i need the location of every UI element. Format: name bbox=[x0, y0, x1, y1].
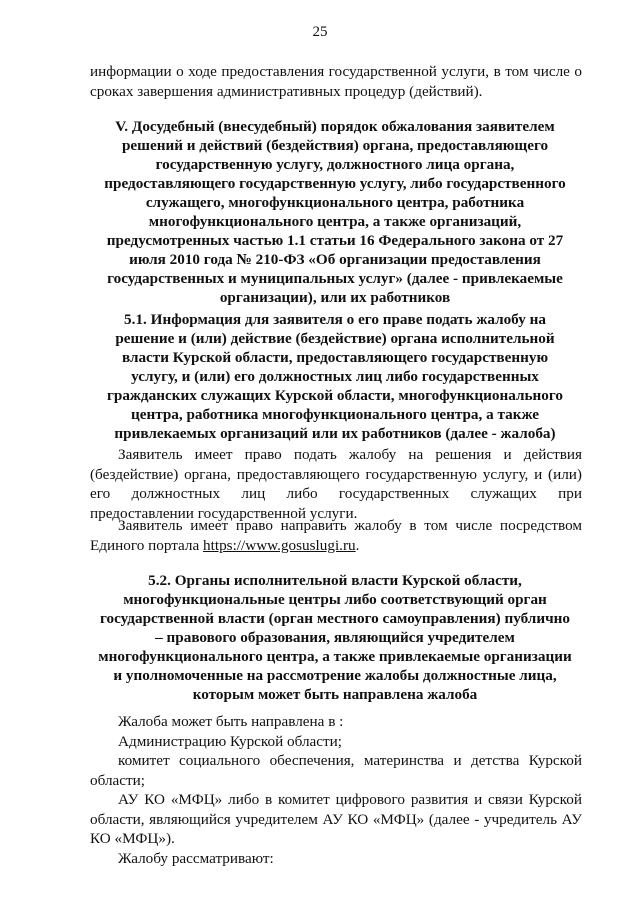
section-5-heading: V. Досудебный (внесудебный) порядок обжалования заявителем решений и действий (бездействия) органа, предоставляющего государственную услугу, должностного лица органа, предоставляющего государственную услугу, либо государственного служащего, многофункционального центра, работника многофункционального центра, а также организаций, предусмотренных частью 1.1 статьи 16 Федерального закона от 27 июля 2010 года № 210-ФЗ «Об организации предоставления государственных и муниципальных услуг» (далее - привлекаемые организации), или их работников bbox=[104, 118, 566, 306]
body-line: АУ КО «МФЦ» либо в комитет цифрового развития и связи Курской области, являющийся учредителем АУ КО «МФЦ» (далее - учредитель АУ КО «МФЦ»). bbox=[90, 791, 582, 847]
section-5-1-paragraph-2 bbox=[90, 516, 582, 555]
section-5-2-body bbox=[90, 712, 582, 868]
body-line: Жалобу рассматривают: bbox=[118, 849, 274, 867]
section-5-2-heading: 5.2. Органы исполнительной власти Курской области, многофункциональные центры либо соответствующий орган государственной власти (орган местного самоуправления) публично – правового образования, являющийся учредителем многофункционального центра, а также привлекаемые организации и уполномоченные на рассмотрение жалобы должностные лица, которым может быть направлена жалоба bbox=[98, 572, 572, 703]
gosuslugi-link[interactable]: https://www.gosuslugi.ru bbox=[203, 536, 356, 554]
section-5-1-paragraph-1: Заявитель имеет право подать жалобу на решения и действия (бездействие) органа, предоставляющего государственную услугу, и (или) его должностных лиц либо государственных служащих при предоставлении государственной услуги. bbox=[90, 446, 582, 522]
paragraph-end: . bbox=[355, 536, 360, 554]
body-line: комитет социального обеспечения, материнства и детства Курской области; bbox=[90, 752, 582, 789]
paragraph-text: Заявитель имеет право направить жалобу в том числе посредством Единого портала bbox=[90, 517, 582, 554]
page-number: 25 bbox=[312, 24, 328, 40]
intro-paragraph: информации о ходе предоставления государственной услуги, в том числе о сроках завершения административных процедур (действий). bbox=[90, 63, 582, 100]
section-5-1-heading: 5.1. Информация для заявителя о его праве подать жалобу на решение и (или) действие (бездействие) органа исполнительной власти Курской области, предоставляющего государственную услугу, и (или) его должностных лиц либо государственных гражданских служащих Курской области, многофункционального центра, работника многофункционального центра, а также привлекаемых организаций или их работников (далее - жалоба) bbox=[106, 311, 564, 442]
body-line: Жалоба может быть направлена в : bbox=[118, 713, 344, 730]
body-line: Администрацию Курской области; bbox=[118, 732, 343, 750]
